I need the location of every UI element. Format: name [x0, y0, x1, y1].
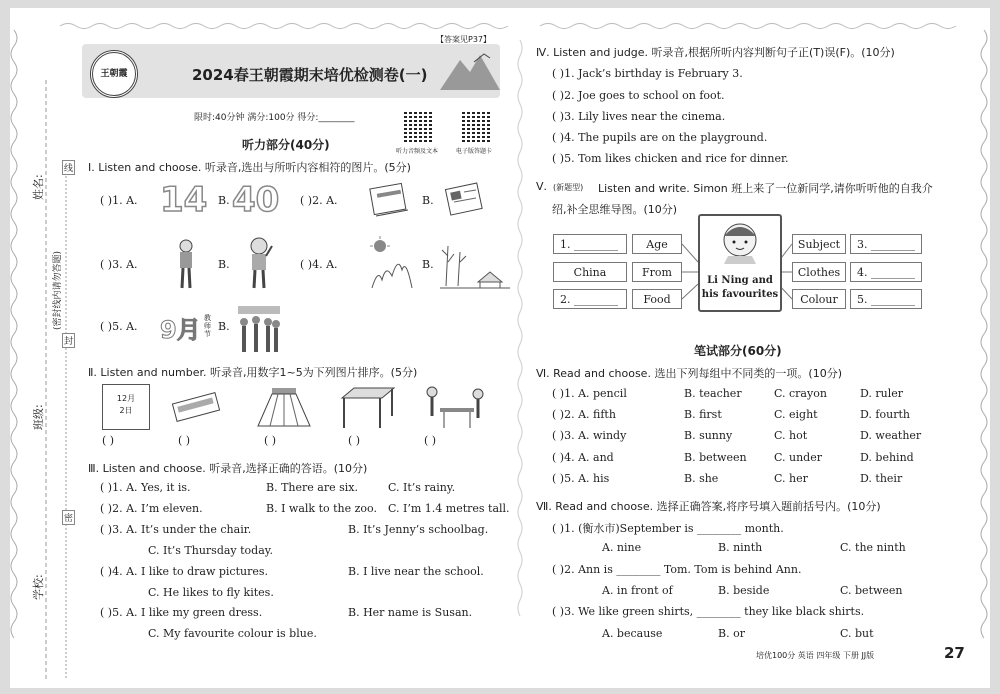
s6-q4-c: C. under [774, 451, 822, 464]
section-7-title: Ⅶ. Read and choose. 选择正确答案,将序号填入题前括号内。(10分) [536, 500, 881, 513]
s3-q5: ( )5. A. I like my green dress. [100, 606, 263, 619]
mindmap-answer-5[interactable]: 5. ________ [850, 289, 922, 309]
s6-q5-d: D. their [860, 472, 903, 485]
page-number: 27 [944, 644, 965, 662]
mindmap-answer-3[interactable]: 3. ________ [850, 234, 922, 254]
s1-q5-num: ( )5. A. [100, 320, 138, 333]
s7-q2-b: B. beside [718, 584, 770, 597]
s3-q4: ( )4. A. I like to draw pictures. [100, 565, 269, 578]
s1-q5-side-label: 教师节 [204, 314, 211, 338]
s1-q1-b: B. [218, 194, 230, 207]
s6-q3-b: B. sunny [684, 429, 733, 442]
s3-q4-c: C. He likes to fly kites. [148, 586, 274, 599]
s6-q3-c: C. hot [774, 429, 808, 442]
s2-blank-2[interactable]: ( ) [178, 434, 191, 447]
calendar-day: 2日 [119, 406, 133, 415]
seal-char: 线 [62, 160, 75, 175]
s3-q1: ( )1. A. Yes, it is. [100, 481, 191, 494]
mindmap-topic-subject: Subject [792, 234, 846, 254]
footer-info: 培优100分 英语 四年级 下册 JJ版 [756, 651, 875, 660]
s7-q3-c: C. but [840, 627, 874, 640]
s1-q5-b: B. [218, 320, 230, 333]
section-1-title: Ⅰ. Listen and choose. 听录音,选出与所听内容相符的图片。(5分) [88, 161, 411, 174]
s1-q3-num: ( )3. A. [100, 258, 138, 271]
exam-title: 2024春王朝霞期末培优检测卷(一) [192, 66, 428, 84]
s6-q2-b: B. first [684, 408, 722, 421]
s3-q1-b: B. There are six. [266, 481, 358, 494]
calendar-month: 12月 [116, 394, 136, 403]
s1-q3-b: B. [218, 258, 230, 271]
section-4-title: Ⅳ. Listen and judge. 听录音,根据所听内容判断句子正(T)误(F)。(10分) [536, 46, 895, 59]
exam-meta: 限时:40分钟 满分:100分 得分:________ [194, 113, 355, 123]
s4-q5: ( )5. Tom likes chicken and rice for dinner. [552, 152, 789, 165]
s4-q2: ( )2. Joe goes to school on foot. [552, 89, 725, 102]
s3-q3: ( )3. A. It’s under the chair. [100, 523, 252, 536]
mindmap-answer-1[interactable]: 1. ________ [553, 234, 627, 254]
mindmap-answer-4[interactable]: 4. ________ [850, 262, 922, 282]
s7-q2-c: C. between [840, 584, 903, 597]
s6-q5-b: B. she [684, 472, 719, 485]
mindmap-topic-food: Food [632, 289, 682, 309]
s1-q5-a-image: 9月 [160, 316, 201, 344]
section-2-title: Ⅱ. Listen and number. 听录音,用数字1~5为下列图片排序。(5分) [88, 366, 418, 379]
s7-q1-b: B. ninth [718, 541, 763, 554]
section-5-title: Listen and write. Simon 班上来了一位新同学,请你听听他的自我介 [598, 182, 933, 195]
qr-answer-card-label: 电子版答题卡 [456, 148, 493, 155]
section-5-title-line2: 绍,补全思维导图。(10分) [552, 203, 678, 216]
s3-q5-b: B. Her name is Susan. [348, 606, 473, 619]
seal-char: 密 [62, 510, 75, 525]
s2-blank-5[interactable]: ( ) [424, 434, 437, 447]
s6-q2-d: D. fourth [860, 408, 910, 421]
s3-q5-c: C. My favourite colour is blue. [148, 627, 317, 640]
s3-q3-b: B. It’s Jenny’s schoolbag. [348, 523, 489, 536]
mindmap-center-line2: his favourites [701, 289, 779, 300]
s6-q2-c: C. eight [774, 408, 818, 421]
s1-q1-num: ( )1. A. [100, 194, 138, 207]
s4-q1: ( )1. Jack’s birthday is February 3. [552, 67, 743, 80]
s2-blank-1[interactable]: ( ) [102, 434, 115, 447]
section-3-title: Ⅲ. Listen and choose. 听录音,选择正确的答语。(10分) [88, 462, 368, 475]
s1-q1-b-image: 40 [232, 180, 280, 220]
section-6-title: Ⅵ. Read and choose. 选出下列每组中不同类的一项。(10分) [536, 367, 843, 380]
seal-note: (密封线内请勿答题) [53, 250, 63, 330]
mindmap-center [698, 214, 782, 312]
s3-q3-c: C. It’s Thursday today. [148, 544, 274, 557]
s1-q4-b: B. [422, 258, 434, 271]
s3-q2-c: C. I’m 1.4 metres tall. [388, 502, 510, 515]
s6-q1-b: B. teacher [684, 387, 742, 400]
s1-q1-a-image: 14 [160, 180, 208, 220]
s7-q3-b: B. or [718, 627, 745, 640]
s3-q4-b: B. I live near the school. [348, 565, 484, 578]
s1-q4-num: ( )4. A. [300, 258, 338, 271]
section-5-tag: (新题型) [553, 183, 584, 192]
mindmap-topic-age: Age [632, 234, 682, 254]
s6-q1: ( )1. A. pencil [552, 387, 627, 400]
answer-reference: 【答案见P37】 [436, 35, 492, 44]
s4-q4: ( )4. The pupils are on the playground. [552, 131, 768, 144]
class-label: 班级: [32, 404, 45, 430]
s6-q5: ( )5. A. his [552, 472, 610, 485]
qr-audio-label: 听力音频及文本 [396, 148, 439, 155]
s6-q3-d: D. weather [860, 429, 922, 442]
name-label: 姓名: [32, 174, 45, 200]
s3-q1-c: C. It’s rainy. [388, 481, 456, 494]
mindmap-answer-2[interactable]: 2. ________ [553, 289, 627, 309]
mindmap-topic-from: From [632, 262, 682, 282]
s6-q4-d: D. behind [860, 451, 914, 464]
boy-avatar-icon [700, 216, 780, 264]
s7-q1-c: C. the ninth [840, 541, 906, 554]
s1-q2-num: ( )2. A. [300, 194, 338, 207]
section-5-num: Ⅴ. [536, 180, 548, 193]
s2-blank-3[interactable]: ( ) [264, 434, 277, 447]
s3-q2-b: B. I walk to the zoo. [266, 502, 377, 515]
s6-q4-b: B. between [684, 451, 747, 464]
s6-q1-c: C. crayon [774, 387, 827, 400]
s7-q2-stem: ( )2. Ann is ________ Tom. Tom is behind Ann. [552, 563, 802, 576]
s7-q1-a: A. nine [602, 541, 642, 554]
brand-logo: 王朝霞 [90, 50, 138, 98]
mindmap-topic-clothes: Clothes [792, 262, 846, 282]
s7-q3-a: A. because [602, 627, 663, 640]
s2-blank-4[interactable]: ( ) [348, 434, 361, 447]
s7-q1-stem: ( )1. (衡水市)September is ________ month. [552, 522, 784, 535]
s3-q2: ( )2. A. I’m eleven. [100, 502, 203, 515]
listening-heading: 听力部分(40分) [242, 138, 330, 152]
s6-q4: ( )4. A. and [552, 451, 614, 464]
s7-q3-stem: ( )3. We like green shirts, ________ they like black shirts. [552, 605, 865, 618]
mindmap-center-line1: Li Ning and [707, 275, 773, 286]
s6-q2: ( )2. A. fifth [552, 408, 616, 421]
s6-q3: ( )3. A. windy [552, 429, 627, 442]
s4-q3: ( )3. Lily lives near the cinema. [552, 110, 726, 123]
s6-q5-c: C. her [774, 472, 808, 485]
s6-q1-d: D. ruler [860, 387, 904, 400]
s7-q2-a: A. in front of [602, 584, 673, 597]
school-label: 学校: [32, 574, 45, 600]
mindmap-given-china: China [553, 262, 627, 282]
s1-q2-b: B. [422, 194, 434, 207]
mindmap-topic-colour: Colour [792, 289, 846, 309]
seal-char: 封 [62, 333, 75, 348]
written-heading: 笔试部分(60分) [694, 344, 782, 358]
